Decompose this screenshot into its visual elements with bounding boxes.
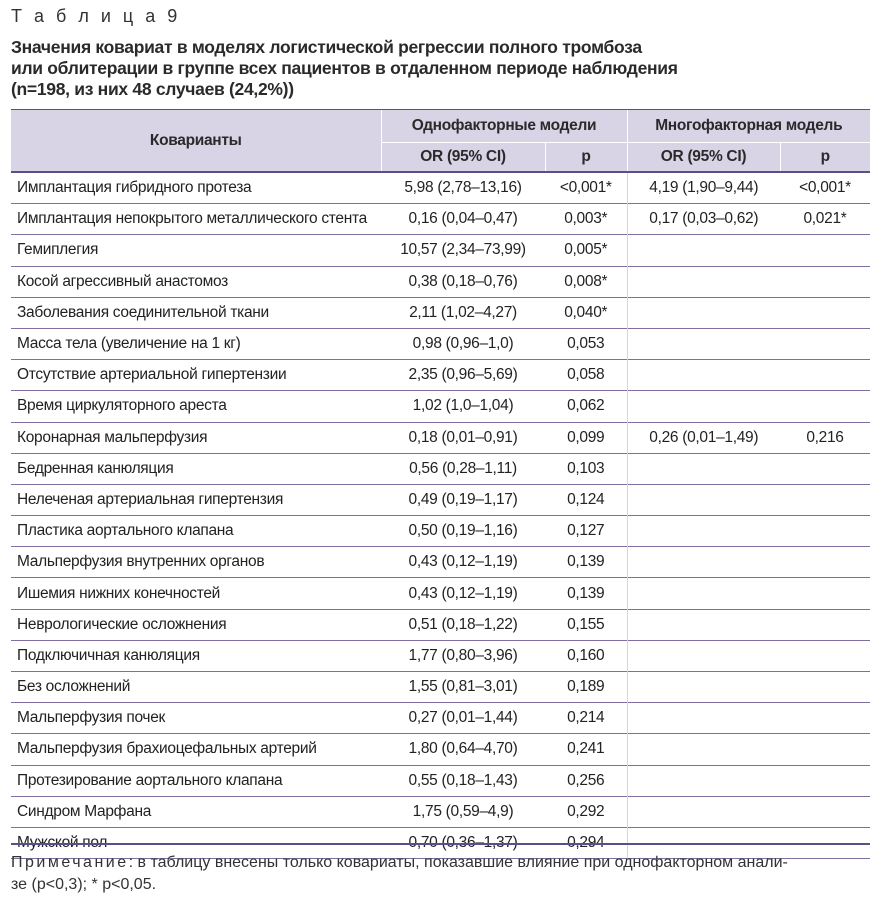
table-row <box>11 328 870 359</box>
table-row <box>11 484 870 515</box>
table-row <box>11 547 870 578</box>
p-univariate: 0,005* <box>545 235 627 266</box>
title-line: (n=198, из них 48 случаев (24,2%)) <box>11 79 294 99</box>
or-univariate: 0,50 (0,19–1,16) <box>408 522 518 540</box>
p-univariate: 0,241 <box>545 734 627 765</box>
p-univariate: 0,103 <box>545 453 627 484</box>
p-multivariate <box>780 672 870 703</box>
or-univariate: 0,51 (0,18–1,22) <box>408 615 518 633</box>
p-multivariate <box>780 734 870 765</box>
or-univariate: 0,18 (0,01–0,91) <box>408 428 518 446</box>
p-univariate: <0,001* <box>545 172 627 204</box>
p-multivariate: <0,001* <box>799 179 851 197</box>
table-row <box>11 734 870 765</box>
covariate-name: Мальперфузия почек <box>17 709 166 727</box>
header-or-univariate: OR (95% CI) <box>381 143 545 173</box>
p-univariate: 0,292 <box>545 796 627 827</box>
table-row <box>11 297 870 328</box>
covariate-name: Подключичная канюляция <box>17 646 200 664</box>
or-multivariate <box>627 672 780 703</box>
p-univariate: 0,058 <box>545 360 627 391</box>
note-text-continued: зе (p<0,3); * p<0,05. <box>11 876 157 893</box>
title-line: Значения ковариат в моделях логистической регрессии полного тромбоза <box>11 37 642 57</box>
p-multivariate <box>780 266 870 297</box>
covariate-name: Имплантация непокрытого металлического стента <box>17 210 367 228</box>
header-univariate: Однофакторные модели <box>381 110 627 143</box>
p-multivariate <box>780 703 870 734</box>
or-univariate: 0,27 (0,01–1,44) <box>408 709 518 727</box>
p-multivariate <box>780 484 870 515</box>
or-univariate: 1,80 (0,64–4,70) <box>408 740 518 758</box>
covariate-name: Мальперфузия брахиоцефальных артерий <box>17 740 317 758</box>
or-univariate: 1,77 (0,80–3,96) <box>408 646 518 664</box>
table-caption: Т а б л и ц а 9 <box>11 6 181 26</box>
or-multivariate <box>627 453 780 484</box>
p-multivariate <box>780 328 870 359</box>
or-multivariate: 4,19 (1,90–9,44) <box>649 179 759 197</box>
or-multivariate <box>627 765 780 796</box>
table-row <box>11 640 870 671</box>
table-row <box>11 172 870 204</box>
table-row <box>11 609 870 640</box>
p-univariate: 0,214 <box>545 703 627 734</box>
or-univariate: 0,49 (0,19–1,17) <box>408 490 518 508</box>
covariate-name: Заболевания соединительной ткани <box>17 303 269 321</box>
or-univariate: 10,57 (2,34–73,99) <box>400 241 526 259</box>
header-p-multivariate: p <box>780 143 870 173</box>
table-row <box>11 204 870 235</box>
table-title <box>11 37 871 100</box>
or-multivariate <box>627 328 780 359</box>
covariate-name: Коронарная мальперфузия <box>17 428 208 446</box>
or-multivariate <box>627 391 780 422</box>
title-line: или облитерации в группе всех пациентов в отдаленном периоде наблюдения <box>11 58 678 78</box>
covariate-name: Косой агрессивный анастомоз <box>17 272 228 290</box>
or-univariate: 2,11 (1,02–4,27) <box>409 303 517 321</box>
p-univariate: 0,155 <box>545 609 627 640</box>
covariate-name: Без осложнений <box>17 678 131 696</box>
p-univariate: 0,256 <box>545 765 627 796</box>
or-univariate: 0,56 (0,28–1,11) <box>409 459 517 477</box>
covariate-name: Масса тела (увеличение на 1 кг) <box>17 335 241 353</box>
table-bottom-rule <box>11 843 870 845</box>
header-p-univariate: p <box>545 143 627 173</box>
p-multivariate <box>780 547 870 578</box>
or-multivariate <box>627 796 780 827</box>
header-multivariate: Многофакторная модель <box>627 110 870 143</box>
or-univariate: 1,75 (0,59–4,9) <box>412 802 514 820</box>
or-multivariate <box>627 484 780 515</box>
p-univariate: 0,127 <box>545 516 627 547</box>
or-univariate: 1,02 (1,0–1,04) <box>412 397 514 415</box>
header-covariates: Коварианты <box>11 110 381 172</box>
p-multivariate: 0,021* <box>803 210 847 228</box>
table-row <box>11 453 870 484</box>
table-row <box>11 422 870 453</box>
table-note <box>11 852 873 896</box>
p-multivariate <box>780 796 870 827</box>
covariate-name: Протезирование аортального клапана <box>17 771 283 789</box>
or-univariate: 0,43 (0,12–1,19) <box>408 584 518 602</box>
table-row <box>11 578 870 609</box>
table-row <box>11 672 870 703</box>
or-univariate: 0,16 (0,04–0,47) <box>408 210 518 228</box>
covariate-name: Время циркуляторного ареста <box>17 397 227 415</box>
or-multivariate: 0,17 (0,03–0,62) <box>649 210 759 228</box>
covariates-table <box>11 110 870 859</box>
covariate-name: Отсутствие артериальной гипертензии <box>17 366 287 384</box>
p-multivariate <box>780 297 870 328</box>
table-row <box>11 391 870 422</box>
or-univariate: 2,35 (0,96–5,69) <box>408 366 518 384</box>
or-multivariate: 0,26 (0,01–1,49) <box>649 428 759 446</box>
p-multivariate <box>780 516 870 547</box>
p-univariate: 0,160 <box>545 640 627 671</box>
or-multivariate <box>627 640 780 671</box>
table-row <box>11 703 870 734</box>
or-multivariate <box>627 266 780 297</box>
table-row <box>11 765 870 796</box>
p-multivariate <box>780 360 870 391</box>
or-multivariate <box>627 235 780 266</box>
covariate-name: Ишемия нижних конечностей <box>17 584 221 602</box>
table-row <box>11 235 870 266</box>
or-multivariate <box>627 609 780 640</box>
p-multivariate <box>780 578 870 609</box>
table-row <box>11 360 870 391</box>
p-univariate: 0,003* <box>545 204 627 235</box>
p-multivariate <box>780 453 870 484</box>
note-text: : в таблицу внесены только ковариаты, показавшие влияние при однофакторном анали- <box>128 854 788 871</box>
or-multivariate <box>627 516 780 547</box>
covariate-name: Пластика аортального клапана <box>17 522 234 540</box>
p-multivariate <box>780 391 870 422</box>
table-row <box>11 796 870 827</box>
p-multivariate <box>780 640 870 671</box>
covariate-name: Неврологические осложнения <box>17 615 227 633</box>
p-univariate: 0,099 <box>545 422 627 453</box>
p-multivariate: 0,216 <box>806 428 844 446</box>
or-multivariate <box>627 703 780 734</box>
covariate-name: Нелеченая артериальная гипертензия <box>17 490 284 508</box>
p-multivariate <box>780 235 870 266</box>
p-univariate: 0,053 <box>545 328 627 359</box>
or-multivariate <box>627 578 780 609</box>
or-multivariate <box>627 734 780 765</box>
header-or-multivariate: OR (95% CI) <box>627 143 780 173</box>
p-univariate: 0,139 <box>545 547 627 578</box>
or-univariate: 0,43 (0,12–1,19) <box>408 553 518 571</box>
or-univariate: 5,98 (2,78–13,16) <box>404 179 522 197</box>
or-univariate: 0,98 (0,96–1,0) <box>412 335 514 353</box>
p-multivariate <box>780 609 870 640</box>
covariate-name: Имплантация гибридного протеза <box>17 179 252 197</box>
p-univariate: 0,124 <box>545 484 627 515</box>
or-univariate: 0,38 (0,18–0,76) <box>408 272 518 290</box>
p-univariate: 0,040* <box>545 297 627 328</box>
p-multivariate <box>780 765 870 796</box>
or-univariate: 1,55 (0,81–3,01) <box>408 678 518 696</box>
table-row <box>11 516 870 547</box>
or-multivariate <box>627 547 780 578</box>
note-label: Примечание <box>11 854 129 871</box>
or-multivariate <box>627 360 780 391</box>
covariate-name: Мальперфузия внутренних органов <box>17 553 265 571</box>
p-univariate: 0,008* <box>545 266 627 297</box>
p-univariate: 0,139 <box>545 578 627 609</box>
table-row <box>11 266 870 297</box>
p-univariate: 0,189 <box>545 672 627 703</box>
table-body <box>11 172 870 859</box>
or-univariate: 0,55 (0,18–1,43) <box>408 771 518 789</box>
covariate-name: Синдром Марфана <box>17 802 152 820</box>
or-multivariate <box>627 297 780 328</box>
covariate-name: Гемиплегия <box>17 241 99 259</box>
covariate-name: Бедренная канюляция <box>17 459 174 477</box>
p-univariate: 0,062 <box>545 391 627 422</box>
